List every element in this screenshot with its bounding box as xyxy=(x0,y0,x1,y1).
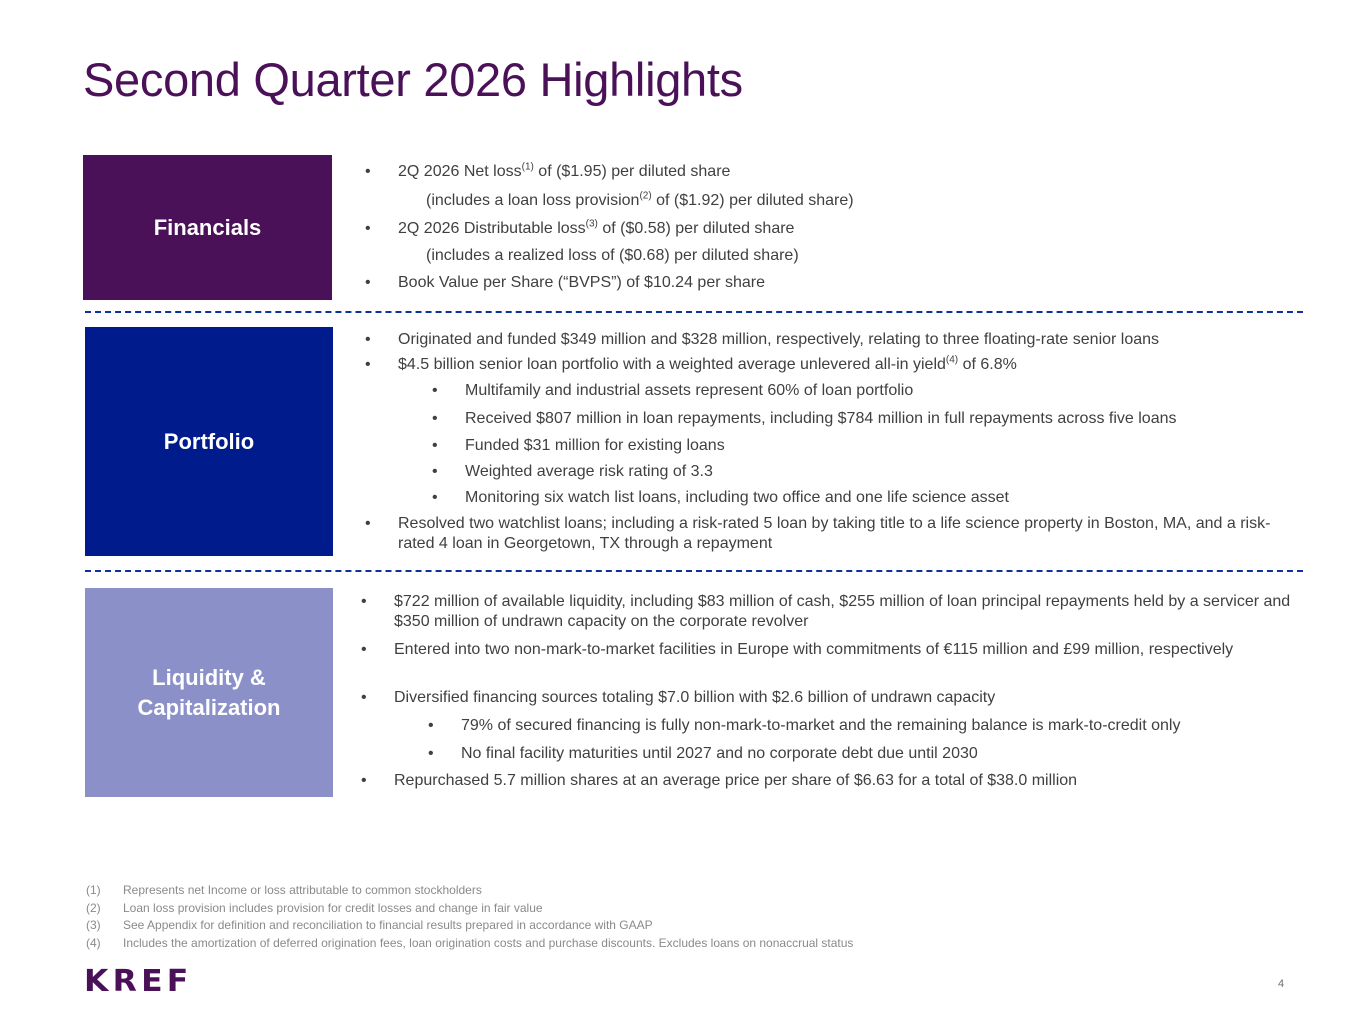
bullet-text: Book Value per Share (“BVPS”) of $10.24 per share xyxy=(398,274,766,291)
liquidity-label-line2: Capitalization xyxy=(137,694,281,720)
bullet-marker: • xyxy=(365,515,371,532)
bullet-text: 79% of secured financing is fully non-mark-to-market and the remaining balance is mark-to-credit only xyxy=(461,717,1181,734)
footnote-number: (1) xyxy=(86,883,101,897)
footnote-text: Includes the amortization of deferred origination fees, loan origination costs and purchase discounts. Excludes loans on nonaccrual status xyxy=(123,935,854,950)
financials-label-box xyxy=(83,155,332,300)
bullet-text: Weighted average risk rating of 3.3 xyxy=(465,463,713,480)
bullet-marker: • xyxy=(432,382,438,399)
bullet-marker: • xyxy=(432,437,438,454)
bullet-marker: • xyxy=(365,274,371,291)
bullet-text: Entered into two non-mark-to-market facilities in Europe with commitments of €115 million and £99 million, respectively xyxy=(394,641,1234,658)
bullet-text: Originated and funded $349 million and $328 million, respectively, relating to three floating-rate senior loans xyxy=(398,331,1160,348)
bullet-marker: • xyxy=(432,489,438,506)
section-divider xyxy=(85,570,1303,572)
footnote-text: Loan loss provision includes provision for credit losses and change in fair value xyxy=(123,900,543,915)
bullet-marker: • xyxy=(428,717,434,734)
page-number: 4 xyxy=(1278,978,1285,990)
bullet-marker: • xyxy=(361,689,367,706)
financials-label: Financials xyxy=(153,214,262,240)
bullet-marker: • xyxy=(432,463,438,480)
footnote-number: (2) xyxy=(86,900,101,915)
bullet-marker: • xyxy=(365,220,371,237)
portfolio-label: Portfolio xyxy=(163,428,255,454)
bullet-marker: • xyxy=(365,356,371,373)
bullet-text: Monitoring six watch list loans, including two office and one life science asset xyxy=(465,489,1009,506)
bullet-text: Repurchased 5.7 million shares at an average price per share of $6.63 for a total of $38.0 million xyxy=(394,772,1078,789)
bullet-marker: • xyxy=(365,331,371,348)
bullet-marker: • xyxy=(361,772,367,789)
footnote-number: (4) xyxy=(86,935,101,950)
bullet-text: Funded $31 million for existing loans xyxy=(465,437,725,454)
bullet-text: (includes a loan loss provision$^{(2)}$ of ($1.92) per diluted share) xyxy=(426,190,854,209)
bullet-text: Multifamily and industrial assets represent 60% of loan portfolio xyxy=(465,382,914,399)
footnote-number: (3) xyxy=(86,918,101,933)
bullet-text: 2Q 2026 Distributable loss$^{(3)}$ of ($0.58) per diluted share xyxy=(398,218,795,237)
section-divider xyxy=(85,311,1303,313)
page-title: Second Quarter 2026 Highlights xyxy=(83,53,743,106)
bullet-text: No final facility maturities until 2027 and no corporate debt due until 2030 xyxy=(461,745,978,762)
bullet-text: $4.5 billion senior loan portfolio with a weighted average unlevered all-in yield$^{(4)}$ of 6.8% xyxy=(398,354,1017,373)
bullet-text: Received $807 million in loan repayments, including $784 million in full repayments across five loans xyxy=(465,410,1177,427)
bullet-marker: • xyxy=(432,410,438,427)
footnote-text: See Appendix for definition and reconciliation to financial results prepared in accordance with GAAP xyxy=(123,918,653,933)
bullet-text: Diversified financing sources totaling $7.0 billion with $2.6 billion of undrawn capacity xyxy=(394,689,996,706)
bullet-marker: • xyxy=(361,593,367,610)
bullet-marker: • xyxy=(365,163,371,180)
bullet-marker: • xyxy=(428,745,434,762)
footnote-text: Represents net Income or loss attributable to common stockholders xyxy=(123,883,482,897)
bullet-text: Resolved two watchlist loans; including a risk-rated 5 loan by taking title to a life science property in Boston, MA, and a risk-rated 4 loan in Georgetown, TX through a repayment xyxy=(398,515,1271,552)
bullet-text: (includes a realized loss of ($0.68) per diluted share) xyxy=(426,247,799,264)
company-logo: KREF xyxy=(84,964,193,999)
bullet-text: 2Q 2026 Net loss$^{(1)}$ of ($1.95) per diluted share xyxy=(398,161,731,180)
bullet-marker: • xyxy=(361,641,367,658)
bullet-text: $722 million of available liquidity, including $83 million of cash, $255 million of loan principal repayments held by a servicer and $350 million of undrawn capacity on the corporate revolver xyxy=(394,593,1291,630)
liquidity-label-box xyxy=(85,588,333,797)
portfolio-label-box xyxy=(85,327,333,556)
liquidity-label-line1: Liquidity & xyxy=(152,664,266,690)
